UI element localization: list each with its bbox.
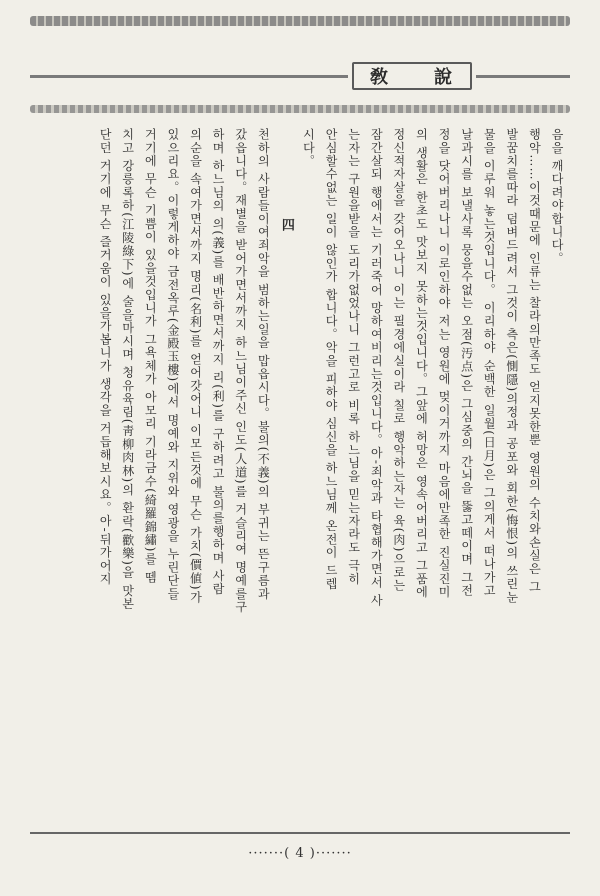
- vertical-body-text: [32, 128, 568, 828]
- text-column: 행악……이것때문에 인류는 찰라의만족도 얻지못한뿐 영원의 수치와손실은 그: [527, 128, 542, 594]
- text-column: 는자는 구원을받을 도리가없었나니 그런고로 비록 하느님을 믿는자라도 극히: [346, 128, 361, 586]
- text-column: 갔읍니다。재별을 받어가면서까지 하느님이주신 인도(人道)를 거슬리여 명예를구: [233, 128, 248, 614]
- text-column: 의순을 속여가면서까지 명리(名利)를 얻어갓어니 이모든것에 무슨 가치(價値)가: [188, 128, 203, 605]
- page-footer: [0, 846, 600, 861]
- section-number: 四: [278, 218, 294, 233]
- text-column: 단던 거기에 무슨 즐거움이 있을가봅니가 생각을 거듭해보시요。아-뒤가어지: [98, 128, 113, 586]
- text-column: 음을 깨다려야합니다。: [550, 128, 564, 266]
- footer-dots-right: )·······: [309, 846, 352, 861]
- text-column: 의 생활은 한초도 맛보지 못하는것입니다。그앞에 허망은 영속어버리고 그품에: [414, 128, 429, 599]
- section-header: [352, 62, 472, 90]
- text-column: 있으리요。이렇게하야 금전옥루(金殿玉樓)에서 명예와 지위와 영광을 누린단들: [165, 128, 180, 601]
- text-column: 하며 하느님의 의(義)를 배반하면서까지 리(利)를 구하려고 불의를행하며 사람: [211, 128, 226, 596]
- text-column: 정신적자살을 갖어오나니 이는 필경에실이라 칠로 행악하는자는 육(肉)으로는: [391, 128, 406, 593]
- footer-dots-left: ·······(: [248, 846, 291, 861]
- mid-decorative-rule: [30, 105, 570, 113]
- text-column: 시다。: [301, 128, 316, 168]
- page-number: 4: [295, 846, 305, 861]
- text-column: 정을 닷어버리나니 이로인하야 저는 영원에 멎이거까지 마음에만족한 진실진미: [437, 128, 452, 599]
- header-rule-right: [476, 75, 570, 78]
- text-column: 발꿈치를따라 덤벼드려서 그것이 측은(惻隱)의정과 공포와 회한(悔恨)의 쓰린눈: [504, 128, 519, 605]
- text-column: 치고 강릉록하(江陵綠下)에 술을마시며 청유육림(靑柳肉林)의 환락(歡樂)을 맛본: [120, 128, 135, 611]
- text-column: 날과시를 보낼사록 뭉을수없는 오점(汚点)은 그심중의 간뇌을 뚫고떼이며 그전: [459, 128, 474, 598]
- text-column: 안심할수없는 일이 않인가 합니다。악을 피하야 심신을 하느님께 온전이 드렙: [324, 128, 339, 591]
- bottom-rule: [30, 832, 570, 834]
- text-column: 거기에 무슨 기쁨이 있을것입니가 그욕체가 아모리 기라금수(綺羅錦繡)를 뗌: [143, 128, 158, 585]
- text-column: 물을 이루워 놓는것입니다。 이리하야 순백한 일월(日月)은 그의게서 떠나가고: [482, 128, 497, 598]
- text-column: 잠간살되 행에서는 기러죽어 망하여비리는것입니다。아-죄악과 타협해가면서 사: [369, 128, 384, 608]
- header-char-2: 說: [434, 67, 454, 88]
- top-decorative-rule: [30, 16, 570, 26]
- header-char-1: 敎: [370, 67, 390, 88]
- header-rule-left: [30, 75, 348, 78]
- text-column: 천하의 사람들이여죄악을 범하는일을 맙읍시다。불의(不義)의 부귀는 뜬구름과: [256, 128, 271, 601]
